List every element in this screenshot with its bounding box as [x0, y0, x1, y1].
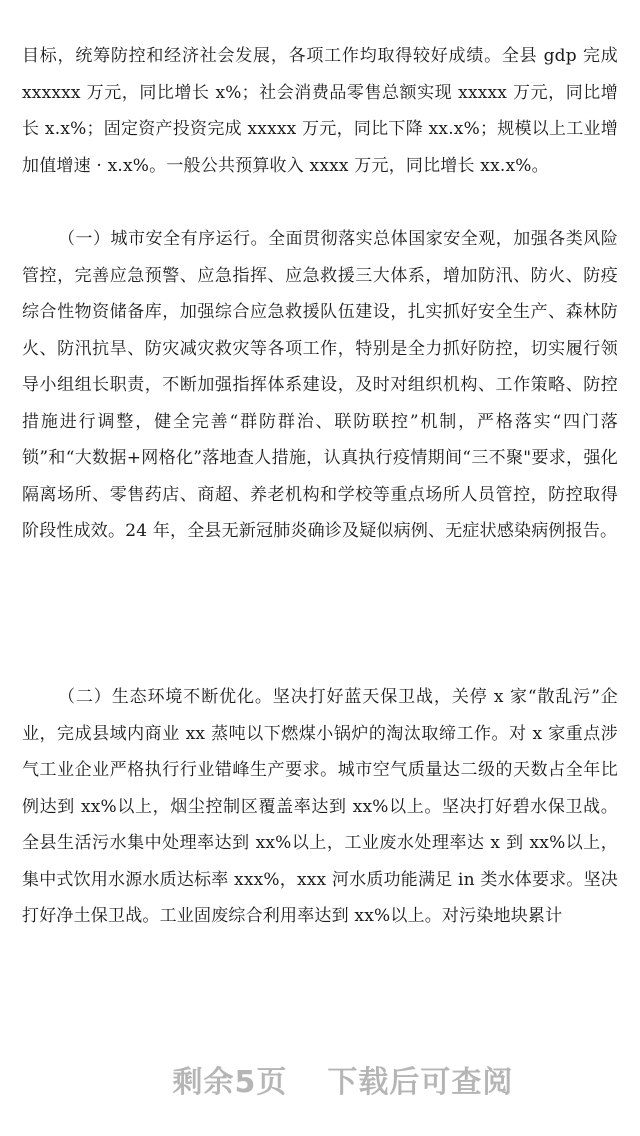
paragraph-city-safety: （一）城市安全有序运行。全面贯彻落实总体国家安全观，加强各类风险管控，完善应急预警、应急指挥、应急救援三大体系，增加防汛、防火、防疫综合性物资储备库，加强综合应急救援队伍建设，扎实抓好安全生产、森林防火、防汛抗旱、防灾减灾救灾等各项工作，特别是全力抓好防控，切实履行领导小组组长职责，不断加强指挥体系建设，及时对组织机构、工作策略、防控措施进行调整，健全完善“群防群治、联防联控”机制，严格落实“四门落锁”和“大数据+网格化”落地查人措施，认真执行疫情期间“三不聚"要求，强化隔离场所、零售药店、商超、养老机构和学校等重点场所人员管控，防控取得阶段性成效。24 年，全县无新冠肺炎确诊及疑似病例、无症状感染病例报告。 — [22, 229, 618, 541]
paragraph-economic-summary: 目标，统筹防控和经济社会发展，各项工作均取得较好成绩。全县 gdp 完成 xxxxxx 万元，同比增长 x%；社会消费品零售总额实现 xxxxx 万元，同比增长 x.x%；固定资产投资完成 xxxxx 万元，同比下降 xx.x%；规模以上工业增加值增速 · x.x%。一般公共预算收入 xxxx 万元，同比增长 xx.x%。 — [22, 46, 618, 176]
paragraph-ecology: （二）生态环境不断优化。坚决打好蓝天保卫战，关停 x 家“散乱污”企业，完成县域内商业 xx 蒸吨以下燃煤小锅炉的淘汰取缔工作。对 x 家重点涉气工业企业严格执行行业错峰生产要求。城市空气质量达二级的天数占全年比例达到 xx%以上，烟尘控制区覆盖率达到 xx%以上。坚决打好碧水保卫战。全县生活污水集中处理率达到 xx%以上，工业废水处理率达 x 到 xx%以上，集中式饮用水源水质达标率 xxx%，xxx 河水质功能满足 in 类水体要求。坚决打好净土保卫战。工业固废综合利用率达到 xx%以上。对污染地块累计 — [22, 687, 618, 926]
remaining-pages-label: 剩余5页 — [172, 1065, 288, 1100]
download-banner[interactable] — [0, 1022, 640, 1136]
download-hint-label: 下载后可查阅 — [327, 1065, 514, 1100]
